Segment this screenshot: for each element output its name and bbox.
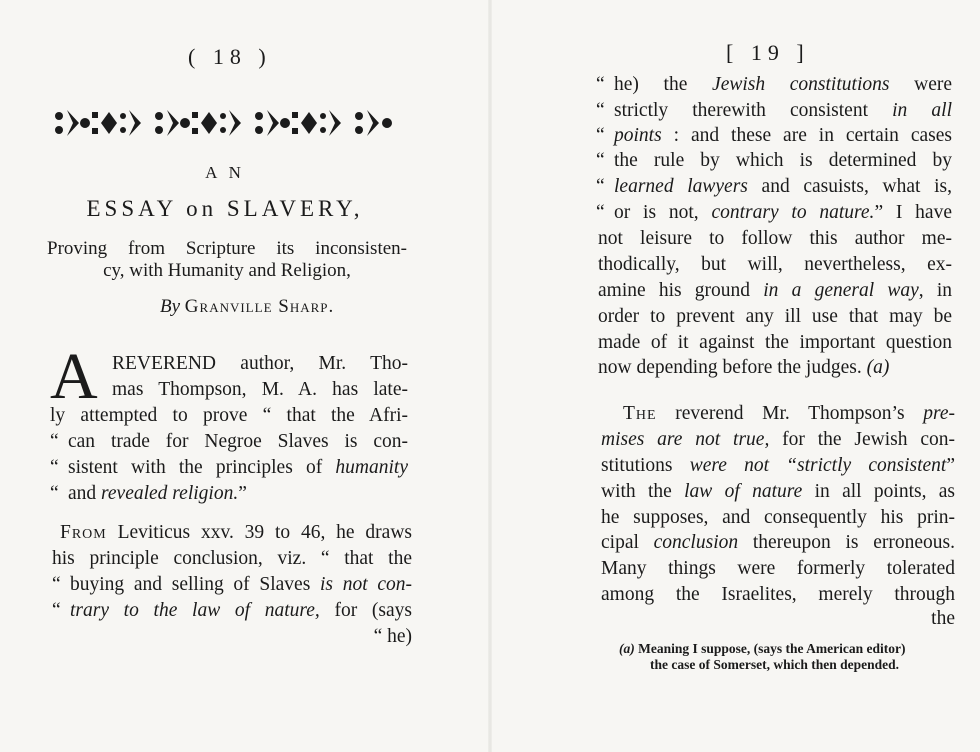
r-line-8: thodically, but will, nevertheless, ex- bbox=[598, 254, 952, 275]
r-line-6: “ or is not, contrary to nature.” I have bbox=[596, 202, 952, 223]
r-p2-line-2: mises are not true, for the Jewish con- bbox=[601, 429, 956, 450]
r-p2-line-4: with the law of nature in all points, as bbox=[601, 481, 956, 502]
byline-by: By bbox=[160, 296, 181, 317]
r-p2-line-3: stitutions were not “strictly consistent” bbox=[601, 455, 955, 476]
r-p2-line-6: cipal conclusion thereupon is erroneous. bbox=[601, 532, 955, 553]
byline bbox=[160, 294, 410, 320]
r-line-12: now depending before the judges. (a) bbox=[598, 357, 890, 378]
r-p2-line-5: he supposes, and consequently his prin- bbox=[601, 507, 955, 528]
r-p2-line-1: The reverend Mr. Thompson’s pre- bbox=[623, 403, 955, 424]
r-p2-line-9-catchword: the bbox=[931, 608, 955, 629]
right-page bbox=[490, 0, 980, 752]
page-number-right: [ 19 ] bbox=[726, 40, 810, 65]
drop-cap: A bbox=[50, 340, 98, 413]
r-p2-line-8: among the Israelites, merely through bbox=[601, 584, 955, 605]
r-line-5: “ learned lawyers and casuists, what is, bbox=[596, 176, 952, 197]
r-line-11: made of it against the important question bbox=[598, 332, 952, 353]
p2-line-5: “ he) bbox=[373, 626, 412, 647]
subtitle-line-1: Proving from Scripture its inconsisten- bbox=[47, 238, 407, 259]
essay-title: ESSAY on SLAVERY, bbox=[86, 196, 364, 221]
r-line-4: “ the rule by which is determined by bbox=[596, 150, 952, 171]
r-line-9: amine his ground in a general way, in bbox=[598, 280, 952, 301]
author-name: Granville Sharp. bbox=[184, 296, 335, 317]
decorative-ornament-band bbox=[47, 104, 397, 142]
r-line-1: “ he) the Jewish constitutions were bbox=[596, 74, 952, 95]
r-line-2: “ strictly therewith consistent in all bbox=[596, 100, 952, 121]
p2-line-1: From Leviticus xxv. 39 to 46, he draws bbox=[60, 522, 412, 543]
r-line-3: “ points : and these are in certain cases bbox=[596, 125, 952, 146]
p1-line-3: ly attempted to prove “ that the Afri- bbox=[50, 405, 408, 426]
p1-line-5: “ sistent with the principles of humanity bbox=[50, 457, 408, 478]
footnote-line-2: the case of Somerset, which then depended. bbox=[650, 657, 899, 672]
p2-line-2: his principle conclusion, viz. “ that the bbox=[52, 548, 412, 569]
p1-line-2: mas Thompson, M. A. has late- bbox=[112, 379, 408, 400]
p1-line-4: “ can trade for Negroe Slaves is con- bbox=[50, 431, 408, 452]
r-p2-line-7: Many things were formerly tolerated bbox=[601, 558, 955, 579]
p1-line-1: REVEREND author, Mr. Tho- bbox=[112, 353, 408, 374]
r-line-7: not leisure to follow this author me- bbox=[598, 228, 952, 249]
p2-line-4: “ trary to the law of nature, for (says bbox=[52, 600, 412, 621]
subtitle-line-2: cy, with Humanity and Religion, bbox=[103, 260, 351, 281]
p2-line-3: “ buying and selling of Slaves is not con- bbox=[52, 574, 412, 595]
r-line-10: order to prevent any ill use that may be bbox=[598, 306, 952, 327]
p1-line-6: “ and revealed religion.” bbox=[50, 483, 247, 504]
footnote-line-1: (a) Meaning I suppose, (says the American editor) bbox=[619, 641, 906, 656]
page-number-left: ( 18 ) bbox=[188, 44, 272, 69]
title-an: A N bbox=[205, 163, 245, 182]
